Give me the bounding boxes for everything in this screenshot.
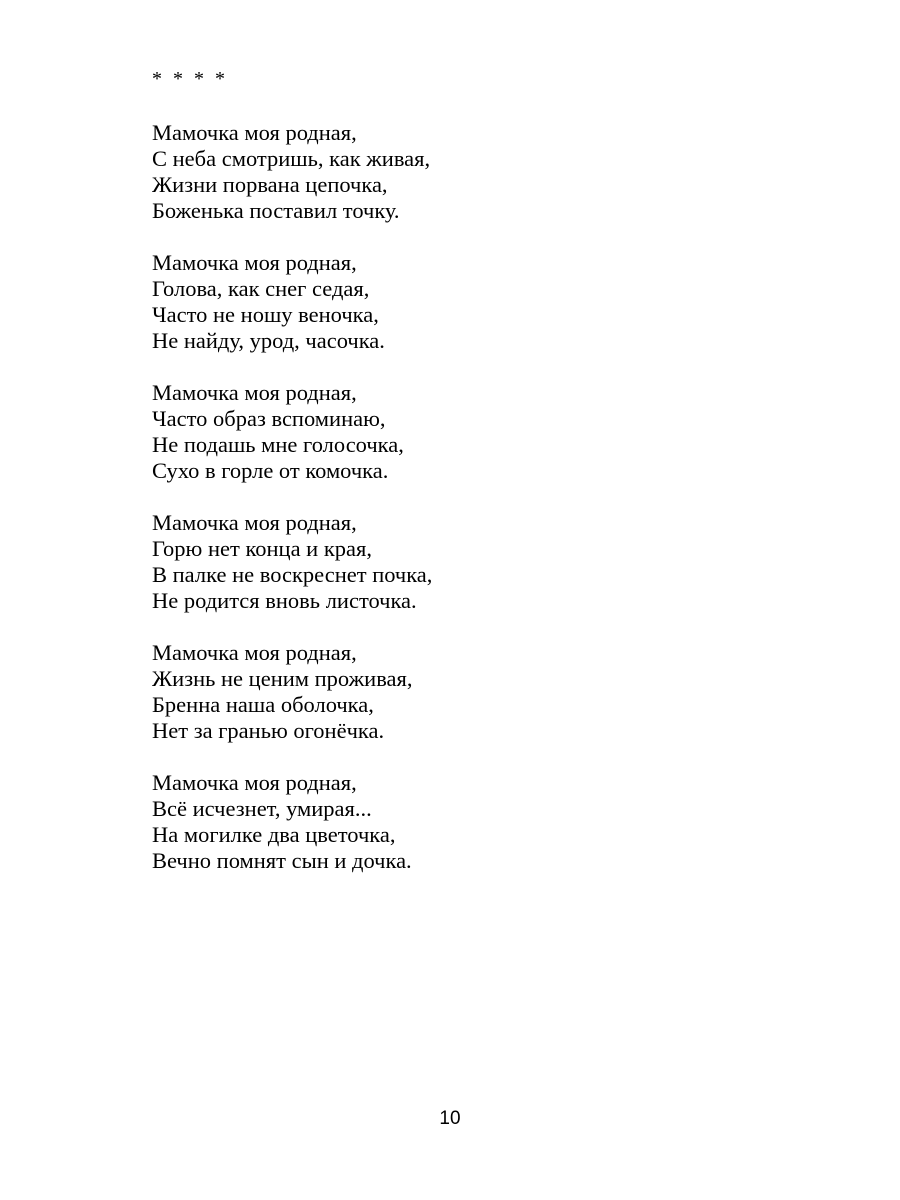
poem-line: С неба смотришь, как живая, (152, 146, 431, 171)
poem-line: В палке не воскреснет почка, (152, 562, 433, 587)
poem-line: Часто образ вспоминаю, (152, 406, 386, 431)
page-number: 10 (439, 1108, 461, 1129)
stanza-5 (152, 640, 772, 744)
poem-line: Не родится вновь листочка. (152, 588, 417, 613)
stanza-2 (152, 250, 772, 354)
poem-line: Мамочка моя родная, (152, 510, 357, 535)
stanza-1 (152, 120, 772, 224)
section-separator: * * * * (152, 68, 228, 90)
poem-line: Не подашь мне голосочка, (152, 432, 404, 457)
poem-line: Мамочка моя родная, (152, 250, 357, 275)
stanza-6 (152, 770, 772, 874)
poem-line: Голова, как снег седая, (152, 276, 370, 301)
poem-line: Всё исчезнет, умирая... (152, 796, 372, 821)
poem-line: Мамочка моя родная, (152, 770, 357, 795)
poem-line: Боженька поставил точку. (152, 198, 400, 223)
poem-line: Сухо в горле от комочка. (152, 458, 389, 483)
poem-line: Жизнь не ценим проживая, (152, 666, 413, 691)
poem-line: Мамочка моя родная, (152, 120, 357, 145)
poem-line: Вечно помнят сын и дочка. (152, 848, 412, 873)
poem-line: Жизни порвана цепочка, (152, 172, 388, 197)
poem-line: На могилке два цветочка, (152, 822, 396, 847)
poem-line: Часто не ношу веночка, (152, 302, 379, 327)
stanza-4 (152, 510, 772, 614)
poem-line: Не найду, урод, часочка. (152, 328, 385, 353)
poem-line: Бренна наша оболочка, (152, 692, 374, 717)
stanza-3 (152, 380, 772, 484)
poem-line: Горю нет конца и края, (152, 536, 372, 561)
poem-line: Нет за гранью огонёчка. (152, 718, 385, 743)
poem (152, 120, 772, 900)
poem-line: Мамочка моя родная, (152, 380, 357, 405)
poem-line: Мамочка моя родная, (152, 640, 357, 665)
